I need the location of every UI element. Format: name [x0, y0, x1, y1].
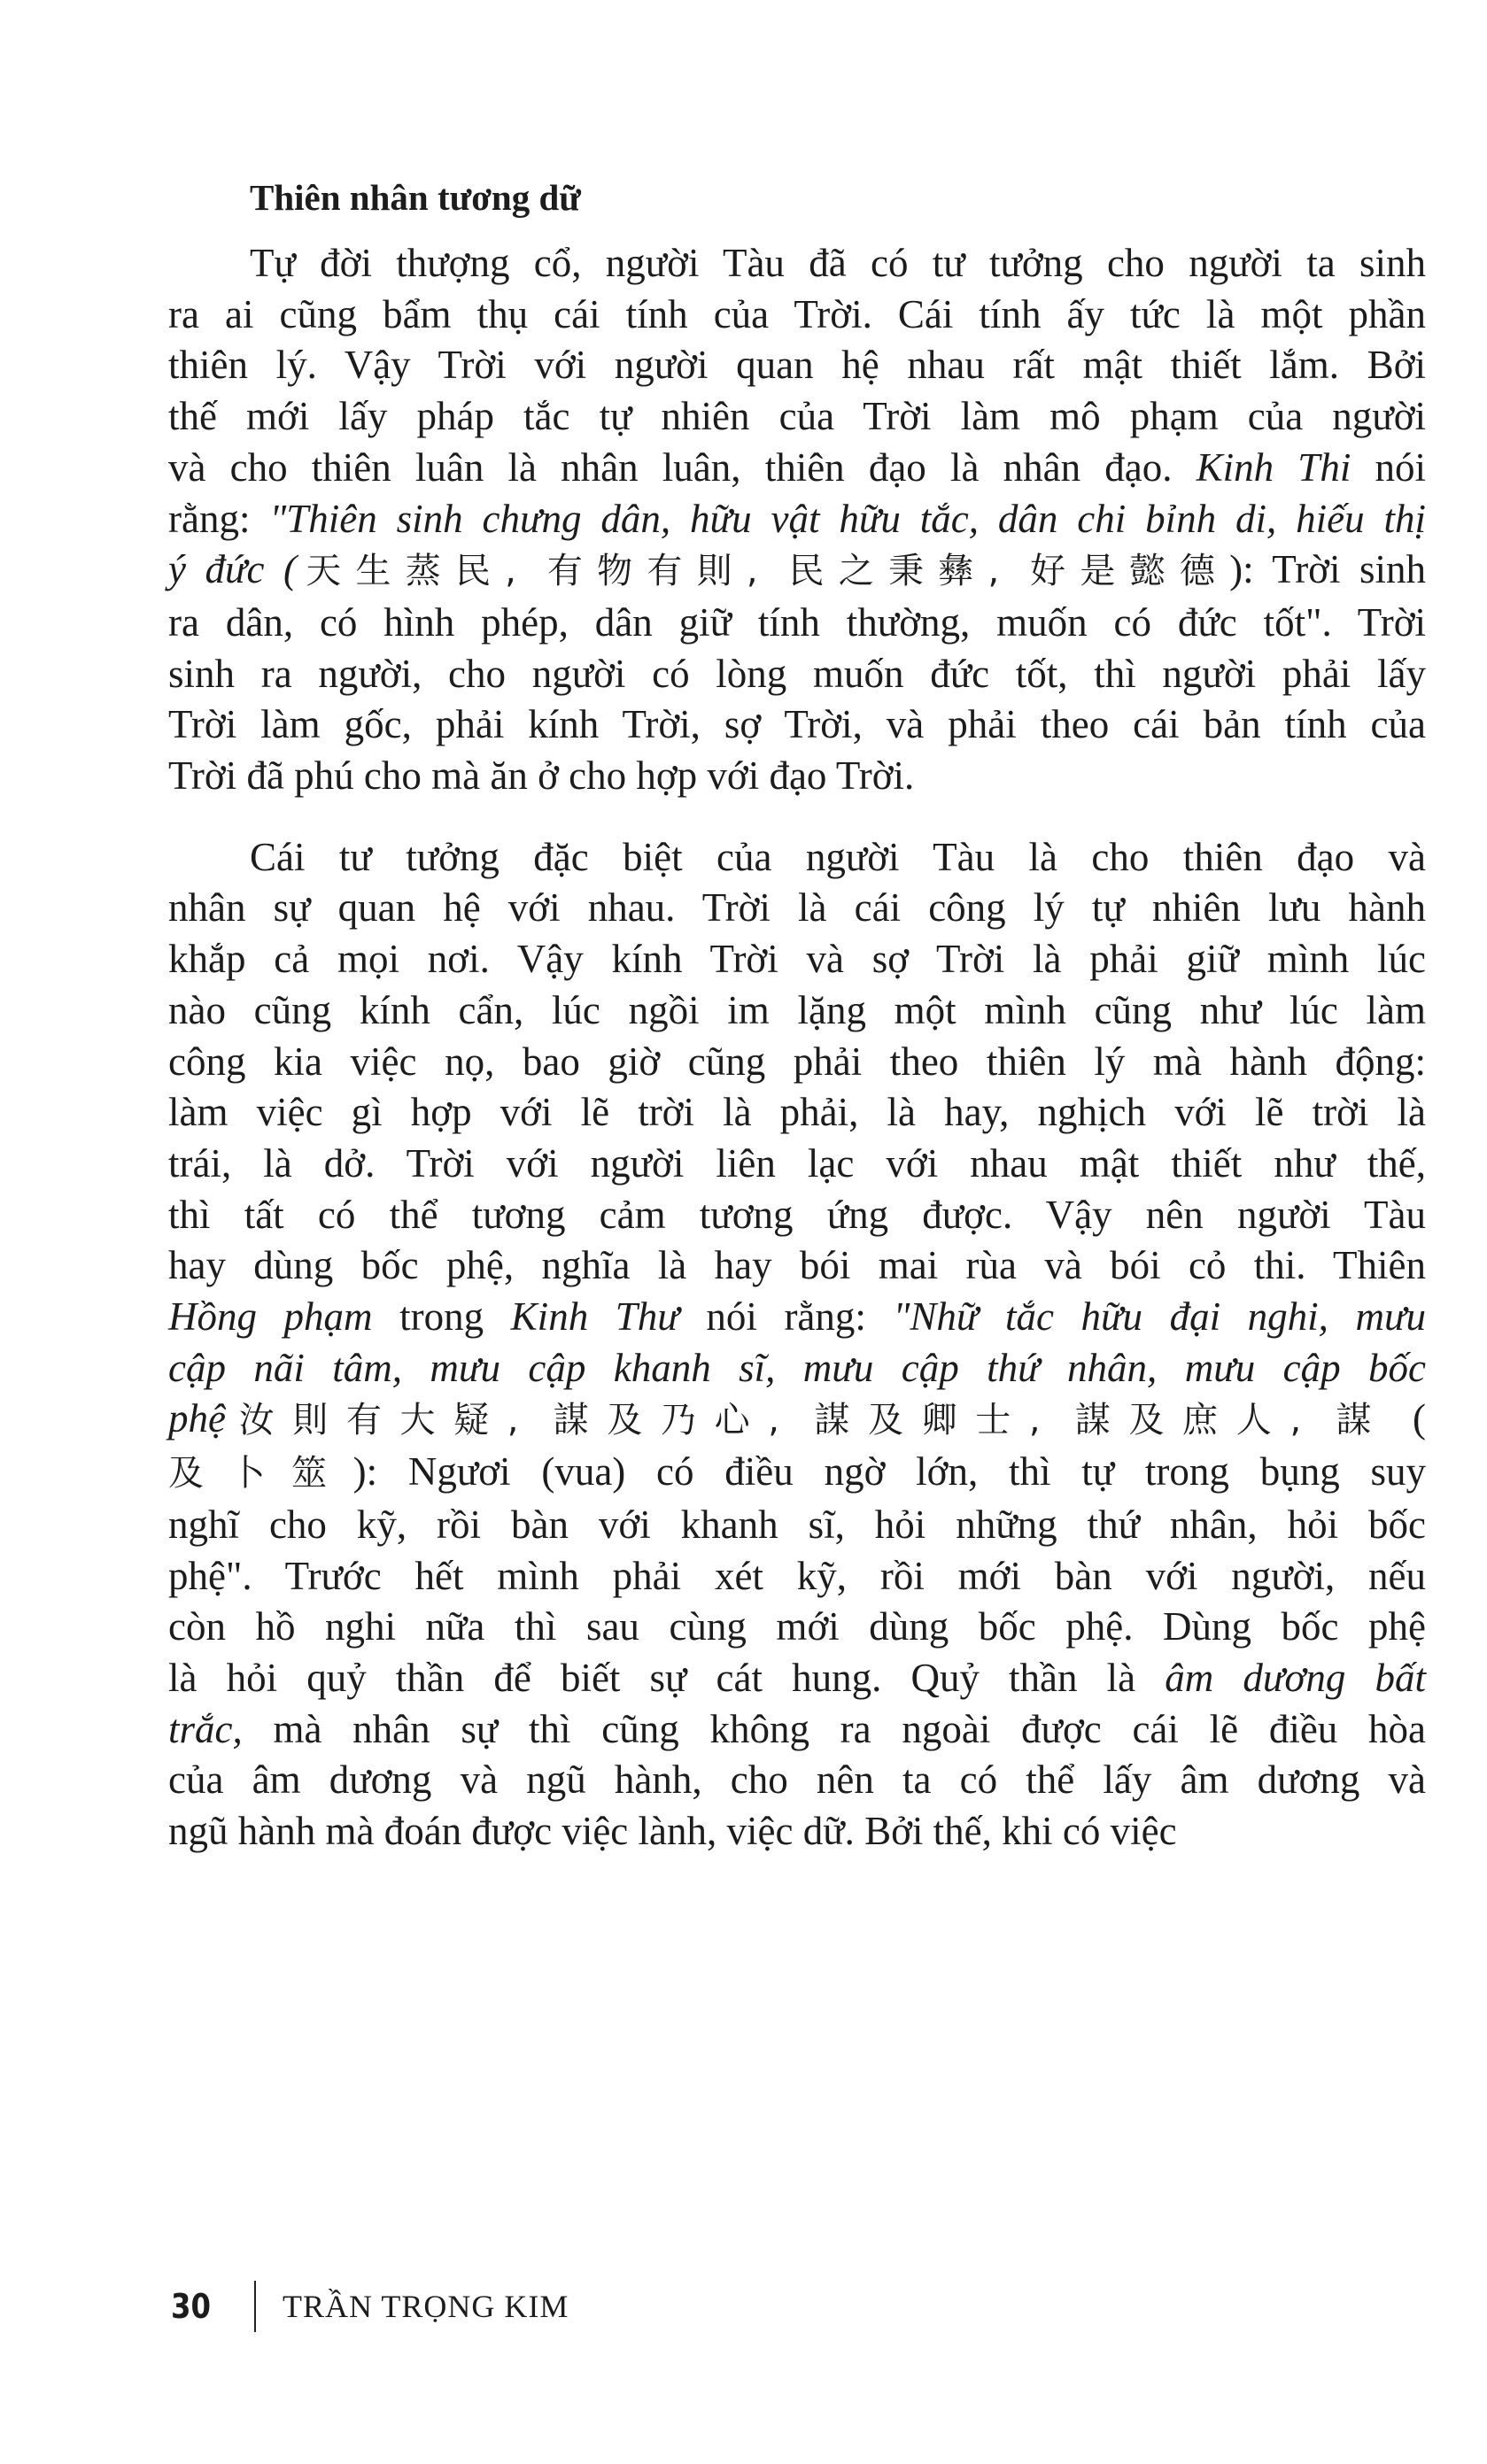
page-footer — [171, 2280, 569, 2333]
text-line — [168, 751, 1426, 802]
italic-text: âm dương bất — [1165, 1655, 1426, 1700]
text-line — [168, 443, 1426, 494]
text-run: khắp cả mọi nơi. Vậy kính Trời và sợ Trời là phải giữ mình lúc — [168, 937, 1426, 982]
italic-text: Hồng phạm — [168, 1294, 373, 1340]
text-run: ): Trời sinh — [1229, 547, 1426, 592]
text-run: sinh ra người, cho người có lòng muốn đức tốt, thì người phải lấy — [168, 651, 1426, 696]
page-number: 30 — [171, 2287, 211, 2326]
text-line — [168, 985, 1426, 1037]
text-line — [168, 290, 1426, 341]
text-run: phệ". Trước hết mình phải xét kỹ, rồi mới bàn với người, nếu — [168, 1553, 1426, 1598]
text-run: nhân sự quan hệ với nhau. Trời là cái công lý tự nhiên lưu hành — [168, 885, 1426, 931]
chinese-text: 天生蒸民, 有物有則, 民之秉彝, 好是懿德 — [296, 551, 1230, 592]
text-line — [168, 649, 1426, 700]
text-line — [168, 832, 1426, 884]
text-line — [168, 1500, 1426, 1551]
text-line — [168, 1139, 1426, 1190]
text-run: trong — [372, 1294, 511, 1340]
text-run: rằng: — [168, 496, 270, 541]
text-run: ra ai cũng bẩm thụ cái tính của Trời. Cái tính ấy tức là một phần — [168, 291, 1426, 336]
text-line — [168, 1653, 1426, 1704]
text-line — [168, 1037, 1426, 1088]
text-run: nói rằng: — [678, 1294, 894, 1340]
text-line — [168, 1343, 1426, 1394]
chinese-text: 汝則有大疑, 謀及乃心, 謀及卿士, 謀及庶人, 謀 — [225, 1400, 1390, 1441]
text-run: Tự đời thượng cổ, người Tàu đã có tư tưởng cho người ta sinh — [250, 241, 1426, 285]
text-run: của âm dương và ngũ hành, cho nên ta có thể lấy âm dương và — [168, 1757, 1426, 1803]
text-run: Trời làm gốc, phải kính Trời, sợ Trời, và phải theo cái bản tính của — [168, 702, 1426, 747]
text-line — [168, 1447, 1426, 1500]
text-line — [168, 1240, 1426, 1292]
text-line — [168, 1087, 1426, 1139]
text-line — [168, 598, 1426, 649]
text-run: trái, là dở. Trời với người liên lạc với nhau mật thiết như thế, — [168, 1140, 1426, 1186]
text-line — [168, 1806, 1426, 1858]
text-run: nói — [1351, 444, 1427, 490]
italic-text: trắc, — [168, 1706, 243, 1751]
italic-text: "Thiên sinh chưng dân, hữu vật hữu tắc, dân chi bỉnh di, hiếu thị — [269, 496, 1426, 541]
chinese-text: 及卜筮 — [168, 1453, 353, 1495]
text-run: thì tất có thể tương cảm tương ứng được. Vậy nên người Tàu — [168, 1192, 1426, 1237]
author-name: TRẦN TRỌNG KIM — [283, 2289, 569, 2324]
text-run: và cho thiên luân là nhân luân, thiên đạo là nhân đạo. — [168, 444, 1197, 490]
book-page — [168, 173, 1426, 1858]
text-run: mà nhân sự thì cũng không ra ngoài được cái lẽ điều hòa — [242, 1706, 1426, 1751]
footer-divider — [254, 2281, 256, 2332]
text-run: ra dân, có hình phép, dân giữ tính thường, muốn có đức tốt". Trời — [168, 599, 1426, 645]
text-line — [168, 1755, 1426, 1806]
text-line — [168, 340, 1426, 391]
section-title: Thiên nhân tương dữ — [250, 177, 581, 218]
text-run: ngũ hành mà đoán được việc lành, việc dữ. Bởi thế, khi có việc — [168, 1809, 1177, 1854]
italic-text: ý đức ( — [168, 547, 297, 592]
italic-text: cập nãi tâm, mưu cập khanh sĩ, mưu cập thứ nhân, mưu cập bốc — [168, 1345, 1426, 1390]
italic-text: "Nhữ tắc hữu đại nghi, mưu — [893, 1294, 1427, 1340]
paragraph-2 — [168, 832, 1426, 1858]
text-line — [168, 1190, 1426, 1241]
text-run: công kia việc nọ, bao giờ cũng phải theo thiên lý mà hành động: — [168, 1039, 1426, 1084]
text-line — [168, 1394, 1426, 1447]
text-line — [168, 1551, 1426, 1603]
text-run: Trời đã phú cho mà ăn ở cho hợp với đạo Trời. — [168, 753, 915, 799]
text-line — [168, 545, 1426, 598]
italic-text: Kinh Thi — [1196, 444, 1351, 490]
text-run: thế mới lấy pháp tắc tự nhiên của Trời làm mô phạm của người — [168, 394, 1426, 439]
text-run: ): Ngươi (vua) có điều ngờ lớn, thì tự trong bụng suy — [352, 1449, 1426, 1495]
text-run: nào cũng kính cẩn, lúc ngồi im lặng một mình cũng như lúc làm — [168, 987, 1426, 1032]
text-run: còn hồ nghi nữa thì sau cùng mới dùng bốc phệ. Dùng bốc phệ — [168, 1604, 1426, 1649]
text-line — [168, 238, 1426, 290]
text-line — [168, 391, 1426, 443]
text-line — [168, 1704, 1426, 1756]
text-line — [168, 1292, 1426, 1343]
text-run: Cái tư tưởng đặc biệt của người Tàu là cho thiên đạo và — [250, 834, 1426, 879]
text-run: hay dùng bốc phệ, nghĩa là hay bói mai rùa và bói cỏ thi. Thiên — [168, 1243, 1426, 1288]
italic-text: Kinh Thư — [510, 1294, 679, 1340]
text-line — [168, 699, 1426, 751]
text-line — [168, 494, 1426, 545]
text-run: là hỏi quỷ thần để biết sự cát hung. Quỷ thần là — [168, 1655, 1166, 1700]
italic-text: phệ — [168, 1396, 226, 1441]
text-run: ( — [1390, 1396, 1426, 1441]
text-line — [168, 934, 1426, 985]
text-line — [168, 883, 1426, 934]
text-run: thiên lý. Vậy Trời với người quan hệ nhau rất mật thiết lắm. Bởi — [168, 343, 1426, 388]
text-line — [168, 1602, 1426, 1653]
paragraph-1 — [168, 238, 1426, 802]
text-run: làm việc gì hợp với lẽ trời là phải, là hay, nghịch với lẽ trời là — [168, 1090, 1426, 1135]
text-run: nghĩ cho kỹ, rồi bàn với khanh sĩ, hỏi những thứ nhân, hỏi bốc — [168, 1502, 1426, 1547]
